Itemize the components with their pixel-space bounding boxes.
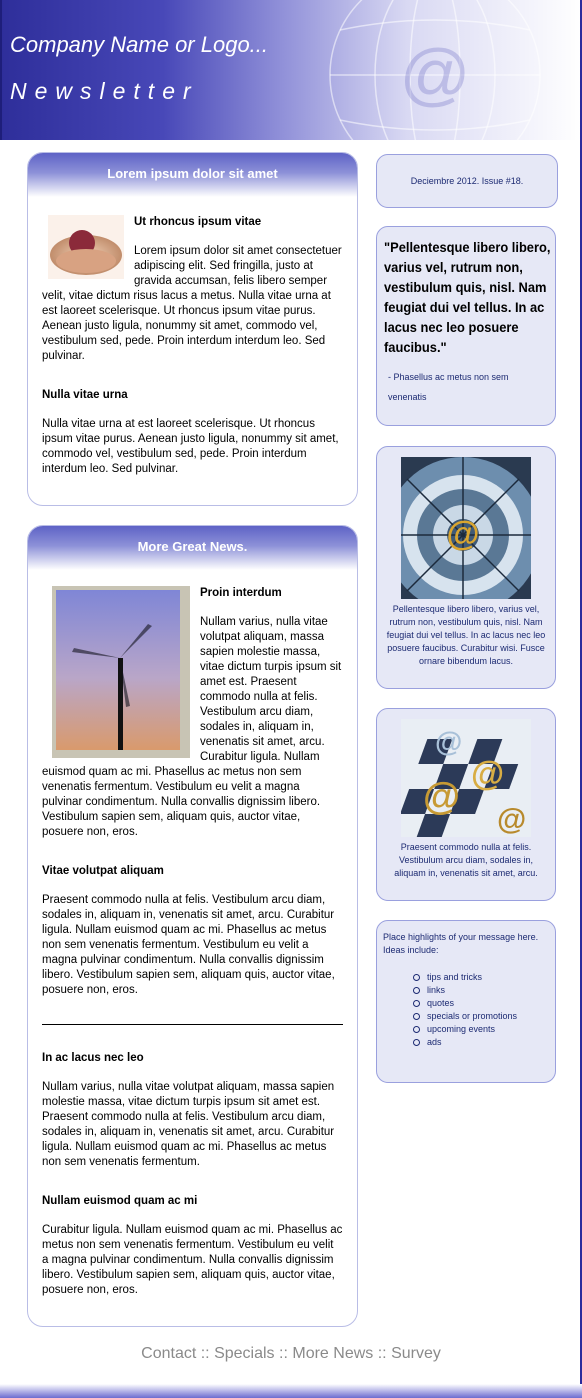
left-edge bbox=[0, 0, 2, 140]
bullet-icon bbox=[413, 1013, 420, 1020]
newsletter-title: Newsletter bbox=[10, 78, 199, 104]
article2-heading-2: Vitae volutpat aliquam bbox=[42, 865, 164, 877]
article-panel-2 bbox=[27, 525, 358, 1327]
article1-heading-2: Nulla vitae urna bbox=[42, 389, 128, 401]
footer-link-survey[interactable]: Survey bbox=[391, 1345, 441, 1362]
wind-turbine-image bbox=[52, 586, 190, 758]
list-item: upcoming events bbox=[411, 1023, 549, 1036]
article1-paragraph-1: Lorem ipsum dolor sit amet consectetuer adipiscing elit. Sed fringilla, justo at gravida accumsan, felis libero semper velit, vitae dictum risus lacus a metus. Nulla vitae urna at est laoreet scelerisque. Ut rhoncus ipsum vitae purus. Aenean justo ligula, nonummy sit amet, commodo vel, vestibulum sed, pede. Proin interdum interdum leo. Sed pulvinar. bbox=[42, 245, 342, 362]
bullet-icon bbox=[413, 1000, 420, 1007]
issue-label: Deciembre 2012. Issue #18. bbox=[410, 176, 524, 186]
image-box-1 bbox=[376, 446, 556, 689]
chess-at-image bbox=[401, 719, 531, 837]
ideas-list bbox=[411, 971, 549, 1049]
footer-separator: :: bbox=[377, 1345, 387, 1362]
svg-text:@: @ bbox=[399, 35, 471, 113]
issue-box bbox=[376, 154, 558, 208]
article2-heading-3: In ac lacus nec leo bbox=[42, 1052, 144, 1064]
article2-paragraph-3: Nullam varius, nulla vitae volutpat aliquam, massa sapien molestie massa, vitae dictum turpis ipsum sit amet est. Praesent commodo nulla at felis. Vestibulum arcu diam, sodales in, aliquam in, venenatis sit amet, arcu. Curabitur ligula. Nullam euismod quam ac mi. Phasellus ac metus non sem venenatis fermentum. bbox=[42, 1081, 335, 1168]
bottom-bar bbox=[0, 1384, 582, 1398]
image-caption-1: Pellentesque libero libero, varius vel, rutrum non, vestibulum quis, nisl. Nam feugiat dui vel tellus. In ac lacus nec leo posuere faucibus. Curabitur wisi. Fusce ornare bibendum lacus. bbox=[386, 604, 546, 666]
list-item: links bbox=[411, 984, 549, 997]
article2-paragraph-4: Curabitur ligula. Nullam euismod quam ac mi. Phasellus ac metus non sem venenatis fermentum. Vestibulum eu velit a magna pulvinar condimentum. Nulla convallis dignissim libero. Vestibulum sapien sem, aliquam quis, auctor vitae, posuere non, eros. bbox=[42, 1224, 343, 1296]
article1-heading-1: Ut rhoncus ipsum vitae bbox=[134, 216, 262, 228]
image-caption-2: Praesent commodo nulla at felis. Vestibulum arcu diam, sodales in, aliquam in, venenatis sit amet, arcu. bbox=[394, 842, 538, 878]
article-title-1: Lorem ipsum dolor sit amet bbox=[28, 153, 357, 197]
article-panel-1 bbox=[27, 152, 358, 506]
bullet-icon bbox=[413, 1026, 420, 1033]
svg-text:@: @ bbox=[435, 726, 463, 757]
image-box-2 bbox=[376, 708, 556, 901]
article2-paragraph-2: Praesent commodo nulla at felis. Vestibulum arcu diam, sodales in, aliquam in, venenatis sit amet, arcu. Curabitur ligula. Nullam euismod quam ac mi. Phasellus ac metus non sem venenatis fermentum. Vestibulum eu velit a magna pulvinar condimentum. Nulla convallis dignissim libero. Vestibulum sapien sem, aliquam quis, auctor vitae, posuere non, eros. bbox=[42, 894, 335, 996]
divider bbox=[42, 1024, 343, 1025]
article1-paragraph-2: Nulla vitae urna at est laoreet scelerisque. Ut rhoncus ipsum vitae purus. Aenean justo ligula, nonummy sit amet, commodo vel, vestibulum sed, pede. Proin interdum interdum leo. Sed pulvinar. bbox=[42, 418, 339, 475]
quote-box bbox=[376, 226, 556, 426]
svg-text:@: @ bbox=[497, 803, 527, 836]
bullet-icon bbox=[413, 987, 420, 994]
list-item: tips and tricks bbox=[411, 971, 549, 984]
list-item: ads bbox=[411, 1036, 549, 1049]
company-logo[interactable]: Company Name or Logo... bbox=[10, 32, 269, 57]
list-item: specials or promotions bbox=[411, 1010, 549, 1023]
article-title-2: More Great News. bbox=[28, 526, 357, 570]
svg-text:@: @ bbox=[471, 755, 505, 793]
footer-link-contact[interactable]: Contact bbox=[141, 1345, 197, 1362]
bullet-icon bbox=[413, 974, 420, 981]
quote-text: "Pellentesque libero libero, varius vel, rutrum non, vestibulum quis, nisl. Nam feugiat dui vel tellus. In ac lacus nec leo posuere faucibus." bbox=[384, 239, 551, 355]
ideas-intro: Place highlights of your message here. Ideas include: bbox=[383, 932, 539, 955]
bullet-icon bbox=[413, 1039, 420, 1046]
footer-separator: :: bbox=[200, 1345, 210, 1362]
header-banner bbox=[0, 0, 582, 140]
list-item: quotes bbox=[411, 997, 549, 1010]
globe-at-icon bbox=[320, 0, 550, 140]
footer-link-specials[interactable]: Specials bbox=[214, 1345, 275, 1362]
footer-link-more-news[interactable]: More News bbox=[292, 1345, 374, 1362]
quote-attribution: - Phasellus ac metus non sem venenatis bbox=[388, 372, 509, 402]
footer-separator: :: bbox=[279, 1345, 288, 1362]
article2-heading-1: Proin interdum bbox=[200, 587, 282, 599]
dartboard-image bbox=[401, 457, 531, 599]
article2-paragraph-1: Nullam varius, nulla vitae volutpat aliquam, massa sapien molestie massa, vitae dictum turpis ipsum sit amet est. Praesent commodo nulla at felis. Vestibulum arcu diam, sodales in, aliquam in, venenatis sit amet, arcu. Curabitur ligula. Nullam euismod quam ac mi. Phasellus ac metus non sem venenatis fermentum. Vestibulum eu velit a magna pulvinar condimentum. Nulla convallis dignissim libero. Vestibulum sapien sem, aliquam quis, auctor vitae, posuere non, eros. bbox=[42, 616, 342, 838]
hands-apple-image bbox=[48, 215, 124, 279]
svg-text:@: @ bbox=[423, 776, 461, 818]
footer-nav bbox=[0, 1345, 582, 1363]
article2-heading-4: Nullam euismod quam ac mi bbox=[42, 1195, 198, 1207]
svg-text:@: @ bbox=[446, 515, 480, 553]
ideas-box bbox=[376, 920, 556, 1083]
